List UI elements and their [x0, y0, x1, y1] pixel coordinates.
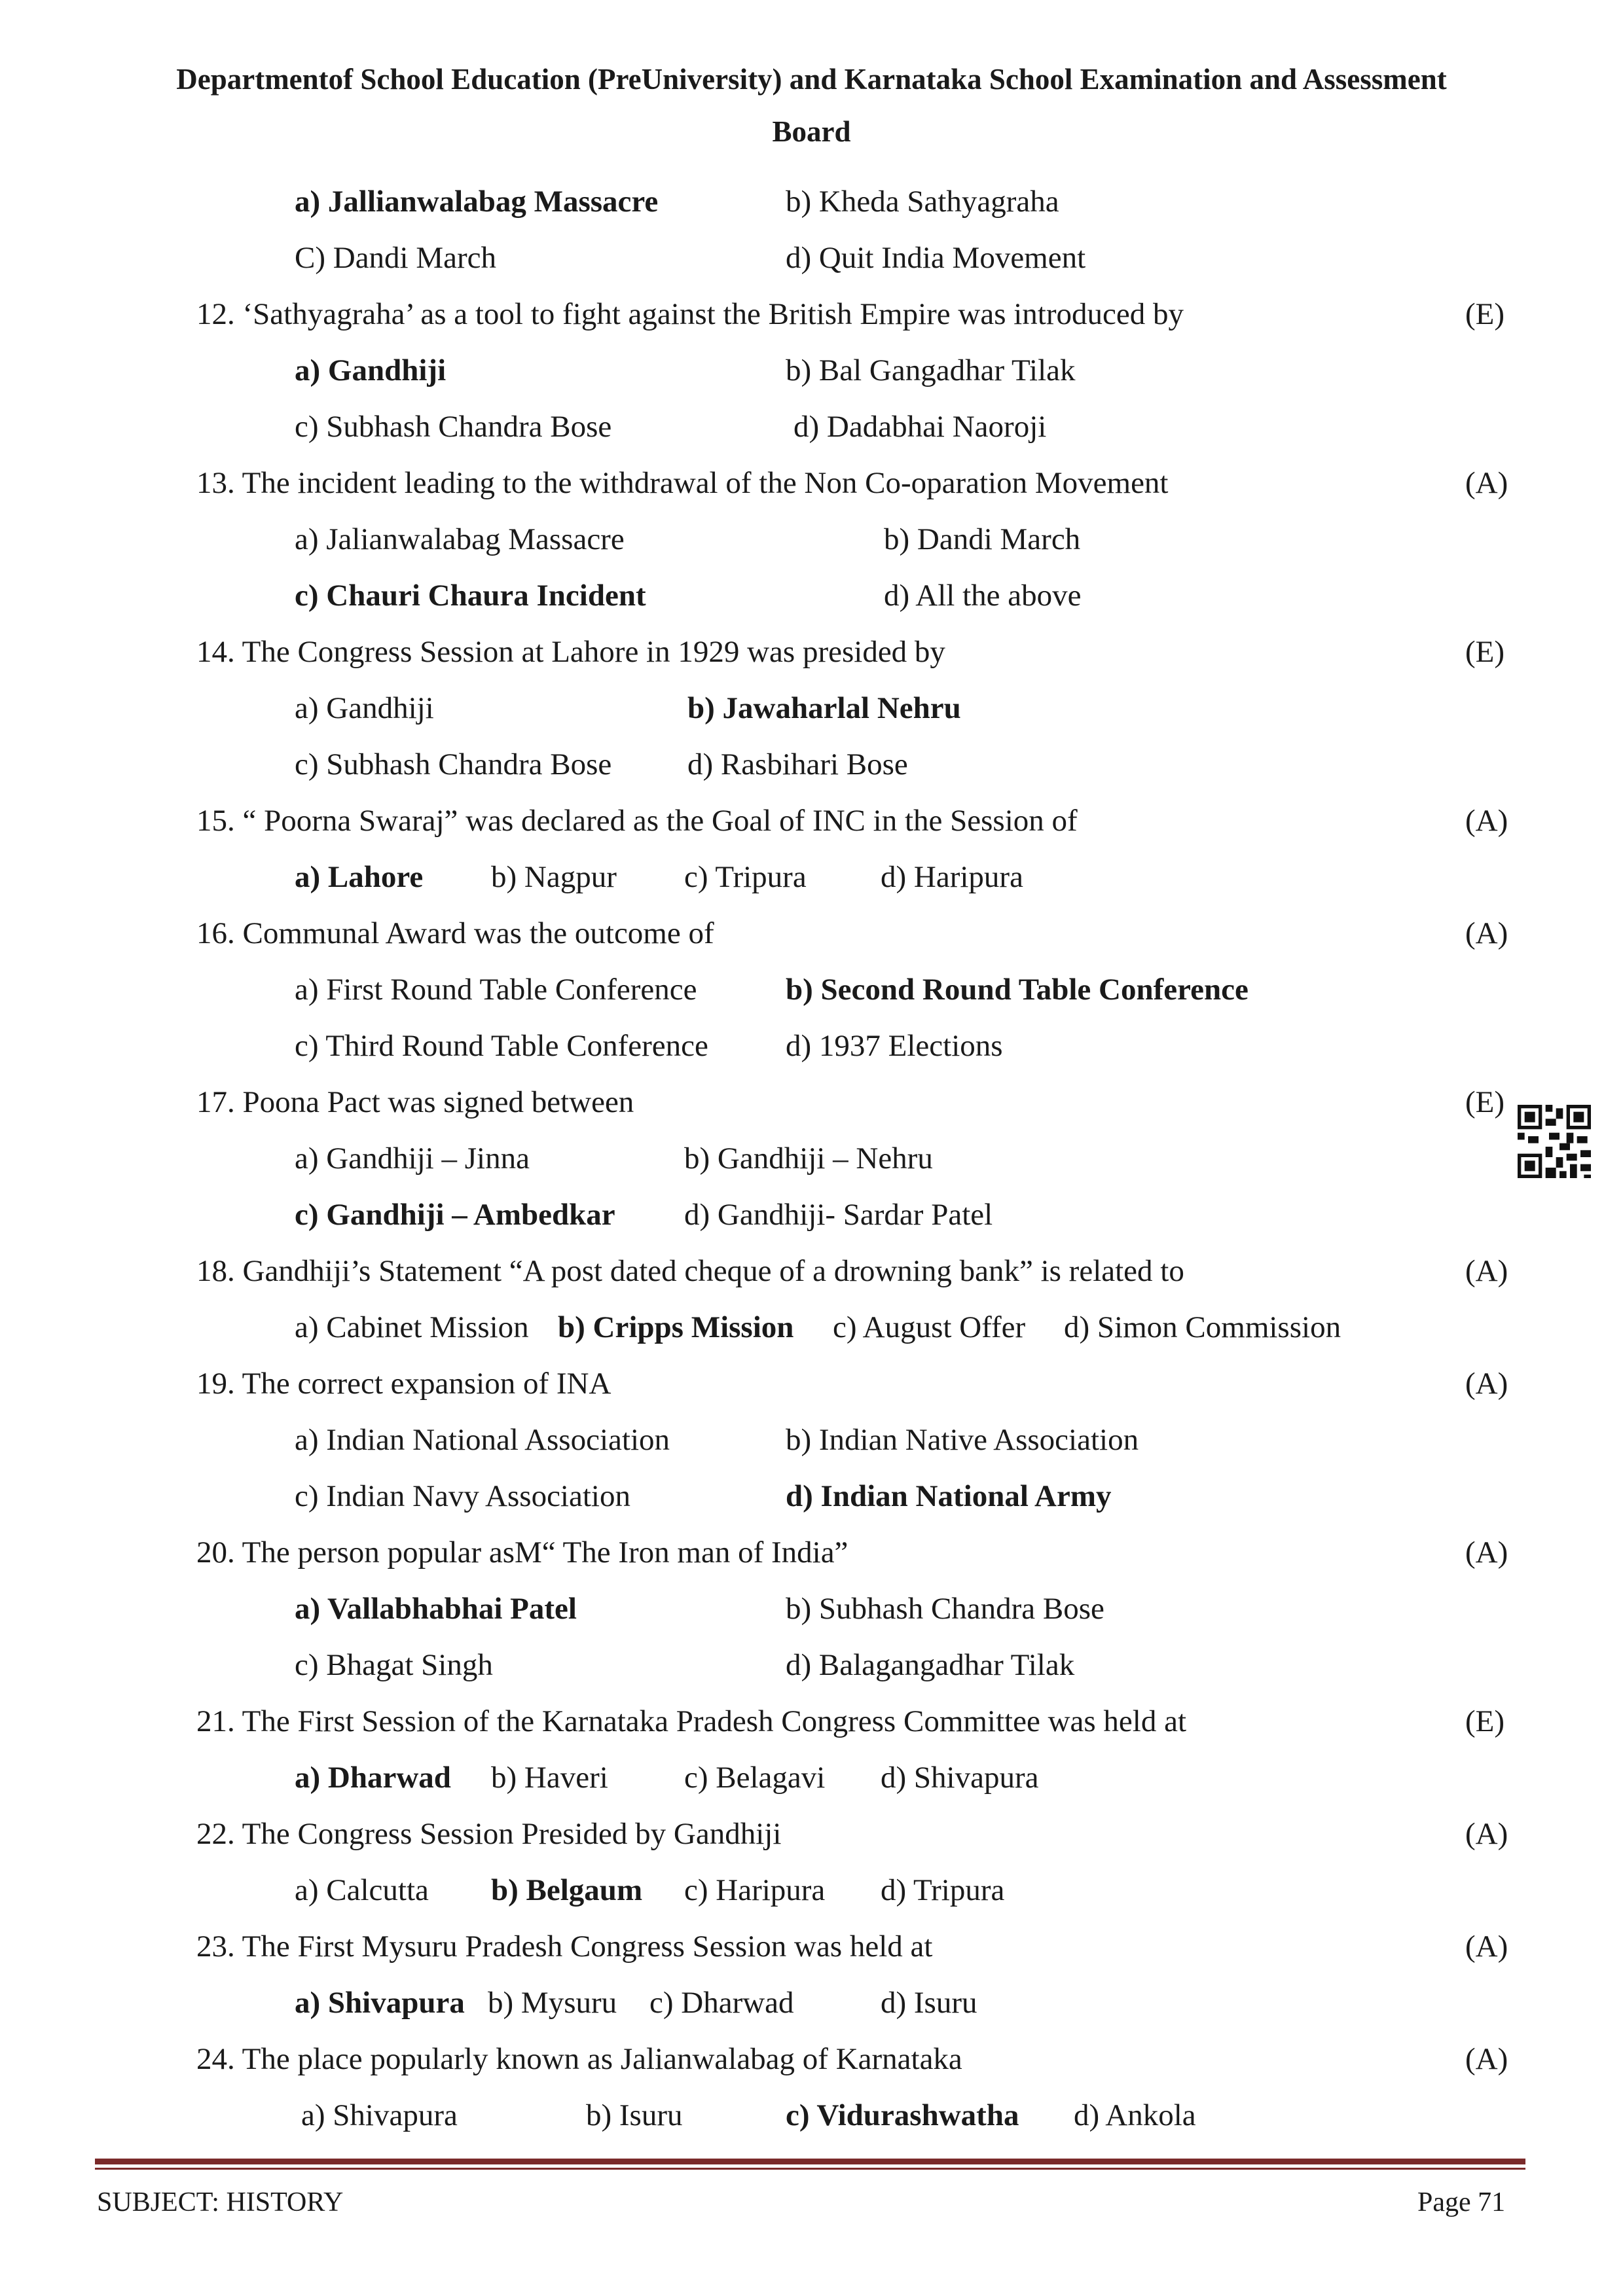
option: a) Gandhiji — [295, 353, 447, 387]
question-13: 13. The incident leading to the withdrawal of the Non Co-oparation Movement — [196, 466, 1169, 500]
option: a) Gandhiji — [295, 691, 434, 725]
option: d) Dadabhai Naoroji — [793, 410, 1047, 444]
question-14: 14. The Congress Session at Lahore in 1929 was presided by — [196, 635, 945, 669]
option: a) Calcutta — [295, 1873, 429, 1907]
option: a) Indian National Association — [295, 1423, 670, 1457]
qr-code-icon — [1518, 1105, 1591, 1178]
option: c) Subhash Chandra Bose — [295, 410, 612, 444]
question-18: 18. Gandhiji’s Statement “A post dated cheque of a drowning bank” is related to — [196, 1254, 1184, 1288]
option: b) Isuru — [586, 2098, 683, 2132]
option: c) Haripura — [684, 1873, 826, 1907]
option: b) Belgaum — [491, 1873, 643, 1907]
option: d) Shivapura — [881, 1761, 1039, 1795]
option: a) Dharwad — [295, 1761, 451, 1795]
option: a) Gandhiji – Jinna — [295, 1141, 530, 1175]
option: d) Rasbihari Bose — [687, 747, 908, 781]
option: b) Dandi March — [884, 522, 1081, 556]
option: b) Mysuru — [488, 1986, 617, 2020]
option: c) Third Round Table Conference — [295, 1029, 708, 1063]
question-12: 12. ‘Sathyagraha’ as a tool to fight against the British Empire was introduced by — [196, 297, 1184, 331]
option: b) Cripps Mission — [558, 1310, 794, 1344]
option: c) Belagavi — [684, 1761, 826, 1795]
question-code: (A) — [1465, 1367, 1508, 1401]
option: b) Bal Gangadhar Tilak — [786, 353, 1076, 387]
question-code: (A) — [1465, 1254, 1508, 1288]
option: a) Lahore — [295, 860, 424, 894]
option: b) Subhash Chandra Bose — [786, 1592, 1104, 1626]
option: c) Bhagat Singh — [295, 1648, 493, 1682]
question-code: (A) — [1465, 1817, 1508, 1851]
option: d) Simon Commission — [1064, 1310, 1341, 1344]
question-code: (E) — [1465, 635, 1505, 669]
question-code: (A) — [1465, 2042, 1508, 2076]
question-code: (E) — [1465, 1704, 1505, 1738]
option: a) Vallabhabhai Patel — [295, 1592, 577, 1626]
question-21: 21. The First Session of the Karnataka Pradesh Congress Committee was held at — [196, 1704, 1187, 1738]
option: d) Gandhiji- Sardar Patel — [684, 1198, 993, 1232]
question-code: (E) — [1465, 297, 1505, 331]
option: b) Nagpur — [491, 860, 617, 894]
option: c) August Offer — [833, 1310, 1026, 1344]
option: d) Tripura — [881, 1873, 1005, 1907]
question-20: 20. The person popular asM“ The Iron man of India” — [196, 1535, 848, 1570]
question-24: 24. The place popularly known as Jalianwalabag of Karnataka — [196, 2042, 962, 2076]
question-code: (A) — [1465, 1929, 1508, 1964]
footer-subject: SUBJECT: HISTORY — [97, 2187, 344, 2217]
option: a) Shivapura — [295, 1986, 465, 2020]
question-17: 17. Poona Pact was signed between — [196, 1085, 634, 1119]
option: d) Haripura — [881, 860, 1023, 894]
option: a) Shivapura — [301, 2098, 458, 2132]
question-16: 16. Communal Award was the outcome of — [196, 916, 714, 950]
option: c) Tripura — [684, 860, 807, 894]
option-d: d) Quit India Movement — [786, 241, 1086, 275]
question-code: (E) — [1465, 1085, 1505, 1119]
option: c) Vidurashwatha — [786, 2098, 1019, 2132]
option: b) Gandhiji – Nehru — [684, 1141, 933, 1175]
option: d) Isuru — [881, 1986, 977, 2020]
question-code: (A) — [1465, 466, 1508, 500]
option-a: a) Jallianwalabag Massacre — [295, 185, 659, 219]
footer-divider-thin — [95, 2168, 1525, 2170]
option: c) Chauri Chaura Incident — [295, 579, 646, 613]
option: c) Indian Navy Association — [295, 1479, 630, 1513]
option: c) Gandhiji – Ambedkar — [295, 1198, 615, 1232]
header-title: Departmentof School Education (PreUniversity) and Karnataka School Examination and Assessment — [176, 63, 1447, 96]
option: d) Indian National Army — [786, 1479, 1112, 1513]
option: d) Balagangadhar Tilak — [786, 1648, 1075, 1682]
option: a) Cabinet Mission — [295, 1310, 529, 1344]
question-code: (A) — [1465, 1535, 1508, 1570]
question-22: 22. The Congress Session Presided by Gandhiji — [196, 1817, 782, 1851]
question-15: 15. “ Poorna Swaraj” was declared as the Goal of INC in the Session of — [196, 804, 1078, 838]
option: d) All the above — [884, 579, 1082, 613]
option-c: C) Dandi March — [295, 241, 497, 275]
option-b: b) Kheda Sathyagraha — [786, 185, 1059, 219]
option: b) Jawaharlal Nehru — [687, 691, 961, 725]
option: b) Second Round Table Conference — [786, 973, 1249, 1007]
option: d) Ankola — [1074, 2098, 1196, 2132]
footer-divider — [95, 2159, 1525, 2164]
question-code: (A) — [1465, 804, 1508, 838]
page-number: Page 71 — [1417, 2187, 1506, 2217]
question-23: 23. The First Mysuru Pradesh Congress Session was held at — [196, 1929, 933, 1964]
question-code: (A) — [1465, 916, 1508, 950]
option: b) Indian Native Association — [786, 1423, 1139, 1457]
option: a) Jalianwalabag Massacre — [295, 522, 625, 556]
option: b) Haveri — [491, 1761, 608, 1795]
option: a) First Round Table Conference — [295, 973, 697, 1007]
option: d) 1937 Elections — [786, 1029, 1003, 1063]
option: c) Dharwad — [649, 1986, 794, 2020]
question-19: 19. The correct expansion of INA — [196, 1367, 611, 1401]
header-title-board: Board — [772, 115, 851, 148]
option: c) Subhash Chandra Bose — [295, 747, 612, 781]
